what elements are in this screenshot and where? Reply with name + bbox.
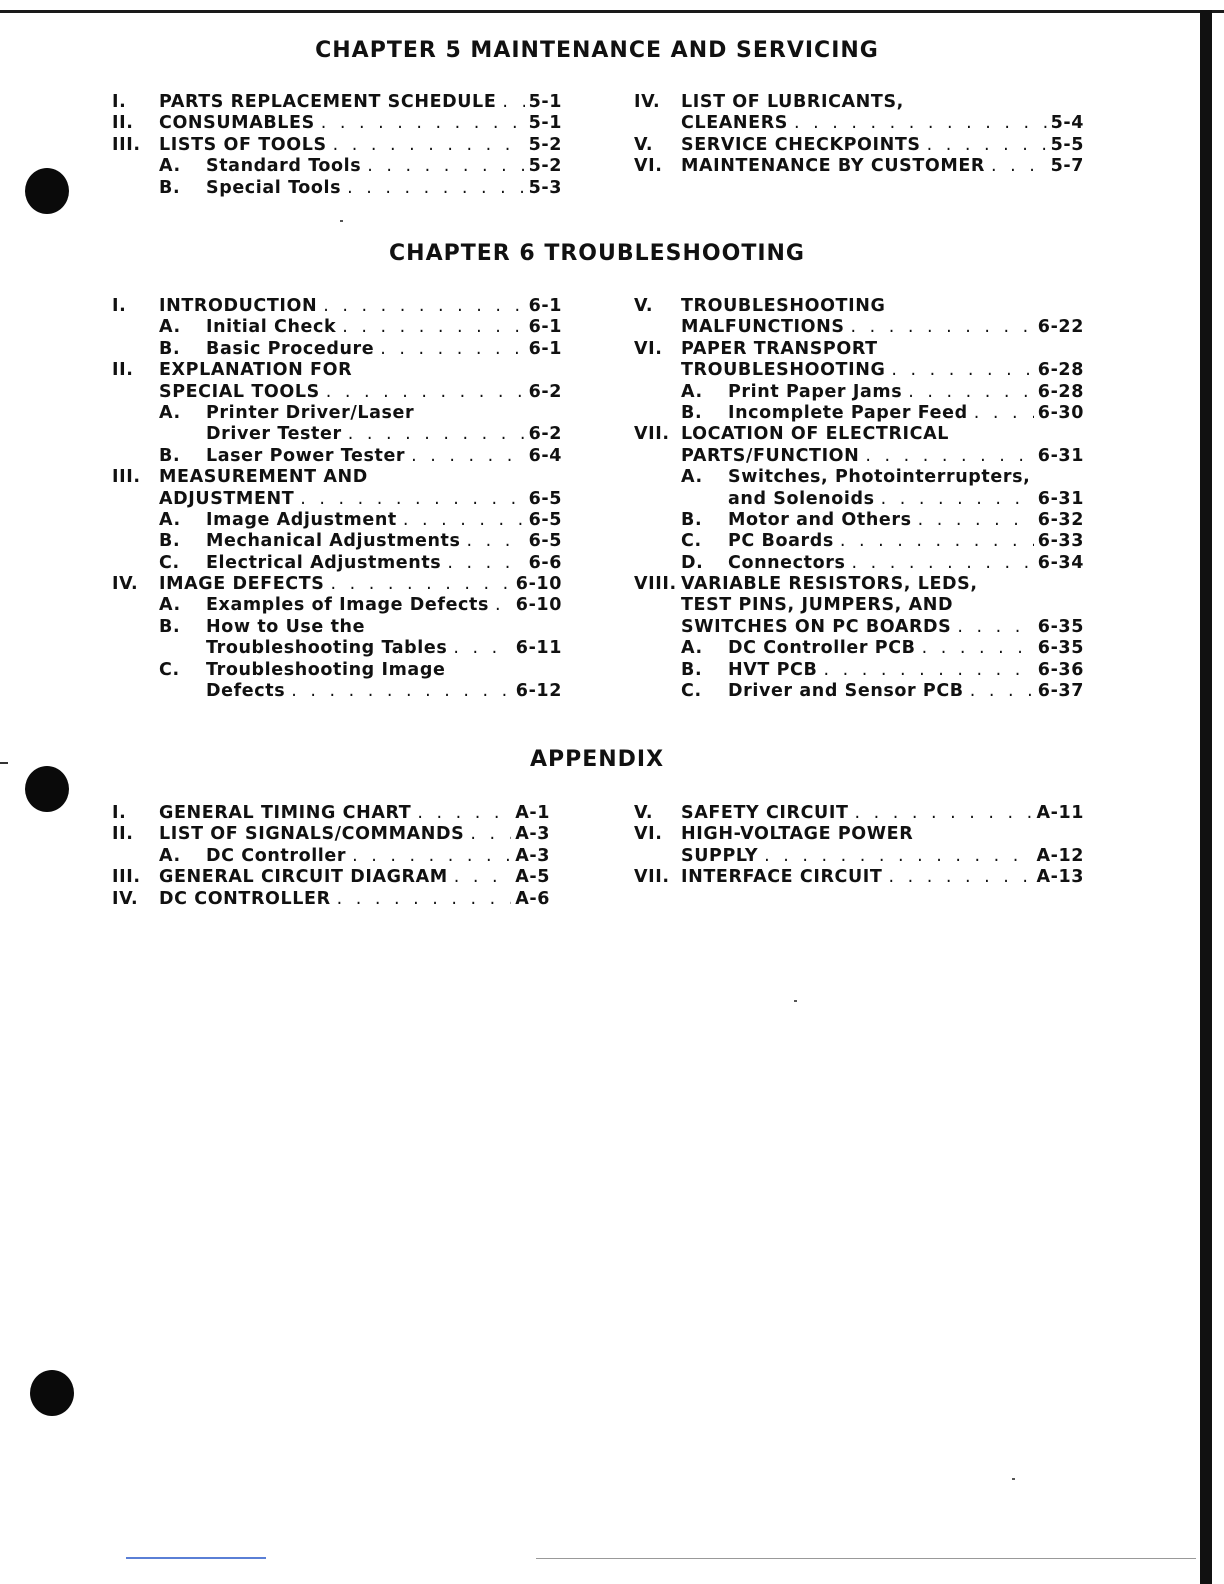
toc-entry-page: A-5	[515, 867, 550, 888]
toc-entry-continuation[interactable]	[634, 595, 1084, 616]
toc-entry-page: 5-1	[528, 113, 562, 134]
scan-right-edge	[1200, 10, 1212, 1584]
toc-entry-title: HVT PCB	[728, 659, 818, 680]
toc-entry[interactable]	[634, 803, 1084, 824]
leader-dots	[374, 339, 524, 360]
toc-entry-continuation[interactable]	[634, 360, 1084, 381]
toc-subentry[interactable]	[112, 617, 562, 638]
toc-entry-title: PC Boards	[728, 531, 834, 552]
leader-dots	[447, 638, 511, 659]
leader-dots	[341, 178, 524, 199]
toc-entry-title: CLEANERS	[681, 113, 788, 134]
toc-subentry-continuation[interactable]	[112, 681, 562, 702]
leader-dots	[346, 846, 511, 867]
toc-entry-number: IV.	[112, 888, 139, 909]
leader-dots	[817, 660, 1033, 681]
toc-entry-number: VII.	[634, 424, 670, 445]
toc-entry-number: VI.	[634, 824, 663, 845]
toc-entry-title: Motor and Others	[728, 509, 912, 530]
toc-subentry[interactable]	[634, 510, 1084, 531]
toc-entry-title: TEST PINS, JUMPERS, AND	[681, 595, 954, 616]
leader-dots	[885, 360, 1033, 381]
toc-entry-page: 6-31	[1037, 488, 1084, 509]
toc-entry-number: VIII.	[634, 574, 677, 595]
toc-entry-letter: B.	[159, 445, 181, 466]
toc-entry-title: Troubleshooting Image	[206, 659, 446, 680]
leader-dots	[496, 92, 524, 113]
toc-subentry[interactable]	[112, 553, 562, 574]
appendix-right-column	[634, 803, 1084, 889]
toc-entry-title: Troubleshooting Tables	[206, 638, 448, 659]
toc-entry-title: PAPER TRANSPORT	[681, 338, 878, 359]
binder-hole	[25, 766, 69, 812]
leader-dots	[336, 317, 524, 338]
toc-entry-page: 6-10	[515, 595, 562, 616]
toc-entry-page: 6-5	[528, 531, 562, 552]
toc-entry-number: VI.	[634, 156, 663, 177]
toc-entry-title: Printer Driver/Laser	[206, 402, 415, 423]
toc-entry-letter: A.	[159, 156, 181, 177]
toc-entry-title: PARTS REPLACEMENT SCHEDULE	[159, 92, 497, 112]
leader-dots	[882, 867, 1032, 888]
toc-entry-title: HIGH-VOLTAGE POWER	[681, 824, 914, 845]
toc-entry-continuation[interactable]	[634, 317, 1084, 338]
toc-entry-page: 6-30	[1037, 402, 1084, 423]
toc-entry-letter: B.	[681, 509, 703, 530]
toc-subentry[interactable]	[112, 317, 562, 338]
toc-entry-title: Defects	[206, 681, 286, 702]
toc-subentry[interactable]	[112, 156, 562, 177]
toc-entry-title: EXPLANATION FOR	[159, 360, 353, 381]
toc-entry-number: V.	[634, 803, 654, 823]
toc-entry-continuation[interactable]	[634, 846, 1084, 867]
toc-entry-page: A-3	[515, 824, 550, 845]
leader-dots	[317, 296, 524, 317]
toc-entry-title: SAFETY CIRCUIT	[681, 803, 849, 823]
leader-dots	[788, 113, 1047, 134]
toc-entry-page: 6-1	[528, 317, 562, 338]
toc-entry[interactable]	[634, 424, 1084, 445]
toc-entry-number: VII.	[634, 867, 670, 888]
toc-entry-number: I.	[112, 92, 127, 112]
chapter5-heading: CHAPTER 5 MAINTENANCE AND SERVICING	[315, 38, 879, 63]
leader-dots	[411, 803, 511, 824]
leader-dots	[285, 681, 512, 702]
toc-entry-number: IV.	[112, 574, 139, 595]
toc-entry-number: VI.	[634, 338, 663, 359]
toc-entry-continuation[interactable]	[112, 489, 562, 510]
toc-subentry[interactable]	[112, 531, 562, 552]
chapter6-right-column	[634, 296, 1084, 702]
toc-entry-letter: D.	[681, 552, 704, 573]
leader-dots	[834, 531, 1034, 552]
appendix-left-column	[112, 803, 550, 910]
scan-speck	[794, 1000, 797, 1002]
toc-entry[interactable]	[634, 156, 1084, 177]
toc-subentry[interactable]	[634, 467, 1084, 488]
toc-entry-page: 6-34	[1037, 552, 1084, 573]
toc-subentry[interactable]	[112, 403, 562, 424]
toc-entry-letter: A.	[681, 638, 703, 659]
toc-entry-title: Mechanical Adjustments	[206, 531, 461, 552]
toc-entry-letter: A.	[159, 845, 181, 866]
toc-subentry[interactable]	[634, 638, 1084, 659]
toc-entry-title: MAINTENANCE BY CUSTOMER	[681, 156, 985, 177]
toc-entry-page: 5-7	[1050, 156, 1084, 177]
toc-entry-letter: C.	[681, 681, 702, 702]
toc-entry-page: 6-10	[515, 574, 562, 595]
toc-entry-page: 6-6	[528, 552, 562, 573]
toc-entry-number: I.	[112, 803, 127, 823]
toc-entry-page: 6-28	[1037, 360, 1084, 381]
toc-entry[interactable]	[112, 824, 550, 845]
toc-entry-title: Print Paper Jams	[728, 381, 903, 402]
leader-dots	[361, 156, 524, 177]
toc-entry-page: 5-3	[528, 177, 562, 198]
toc-subentry[interactable]	[112, 446, 562, 467]
scan-speck	[340, 220, 343, 222]
toc-entry-page: A-6	[515, 888, 550, 909]
toc-entry-title: IMAGE DEFECTS	[159, 574, 325, 595]
toc-entry-page: 6-31	[1037, 445, 1084, 466]
toc-entry-title: Special Tools	[206, 177, 342, 198]
leader-dots	[849, 803, 1033, 824]
toc-entry-letter: A.	[681, 467, 703, 488]
toc-entry[interactable]	[112, 113, 562, 134]
scan-mark	[126, 1557, 266, 1559]
toc-entry-page: 6-1	[528, 296, 562, 316]
toc-entry-letter: B.	[681, 402, 703, 423]
toc-entry-title: Laser Power Tester	[206, 445, 406, 466]
toc-entry-title: Incomplete Paper Feed	[728, 402, 968, 423]
toc-entry-letter: B.	[159, 616, 181, 637]
toc-entry-title: DC Controller	[206, 845, 347, 866]
toc-entry-page: A-12	[1036, 845, 1084, 866]
toc-entry-number: III.	[112, 467, 141, 488]
toc-entry[interactable]	[112, 92, 562, 113]
toc-entry-title: Image Adjustment	[206, 509, 397, 530]
toc-entry-title: VARIABLE RESISTORS, LEDS,	[681, 574, 978, 595]
toc-entry-title: TROUBLESHOOTING	[681, 360, 886, 381]
toc-entry-number: IV.	[634, 92, 661, 112]
toc-entry-title: Electrical Adjustments	[206, 552, 442, 573]
toc-entry-title: LISTS OF TOOLS	[159, 134, 327, 155]
toc-entry-title: Examples of Image Defects	[206, 595, 489, 616]
leader-dots	[464, 824, 511, 845]
leader-dots	[951, 617, 1033, 638]
toc-entry-title: SPECIAL TOOLS	[159, 381, 320, 402]
scan-top-edge	[0, 10, 1224, 13]
toc-entry[interactable]	[112, 574, 562, 595]
toc-subentry[interactable]	[634, 403, 1084, 424]
toc-entry-title: SUPPLY	[681, 845, 759, 866]
toc-entry-title: MEASUREMENT AND	[159, 467, 368, 488]
toc-entry-title: Driver and Sensor PCB	[728, 681, 964, 702]
toc-entry-continuation[interactable]	[634, 113, 1084, 134]
toc-entry-page: 6-5	[528, 488, 562, 509]
leader-dots	[859, 446, 1033, 467]
leader-dots	[441, 553, 524, 574]
chapter5-right-column	[634, 92, 1084, 178]
toc-entry-title: DC CONTROLLER	[159, 888, 331, 909]
toc-entry-page: 6-28	[1037, 381, 1084, 402]
toc-entry-continuation[interactable]	[634, 617, 1084, 638]
leader-dots	[758, 846, 1032, 867]
toc-entry-number: II.	[112, 824, 134, 845]
toc-subentry[interactable]	[112, 510, 562, 531]
toc-entry-page: 6-22	[1037, 317, 1084, 338]
leader-dots	[294, 489, 524, 510]
toc-entry-page: 5-5	[1050, 134, 1084, 155]
toc-entry-letter: A.	[681, 381, 703, 402]
scan-mark	[536, 1558, 1196, 1559]
toc-entry-title: SWITCHES ON PC BOARDS	[681, 616, 952, 637]
leader-dots	[968, 403, 1034, 424]
toc-subentry[interactable]	[634, 553, 1084, 574]
toc-subentry[interactable]	[112, 178, 562, 199]
toc-entry-title: Driver Tester	[206, 424, 342, 445]
toc-entry-page: 6-36	[1037, 659, 1084, 680]
toc-entry-letter: B.	[159, 531, 181, 552]
toc-entry-title: INTRODUCTION	[159, 296, 318, 316]
leader-dots	[405, 446, 524, 467]
leader-dots	[489, 595, 512, 616]
toc-entry-number: II.	[112, 113, 134, 134]
leader-dots	[964, 681, 1034, 702]
toc-entry-letter: B.	[159, 177, 181, 198]
toc-entry-letter: C.	[159, 552, 180, 573]
leader-dots	[845, 317, 1034, 338]
toc-entry-title: LIST OF SIGNALS/COMMANDS	[159, 824, 465, 845]
toc-entry-title: MALFUNCTIONS	[681, 317, 845, 338]
toc-entry[interactable]	[634, 135, 1084, 156]
toc-entry-title: DC Controller PCB	[728, 638, 916, 659]
toc-entry[interactable]	[112, 360, 562, 381]
leader-dots	[912, 510, 1034, 531]
toc-entry[interactable]	[112, 803, 550, 824]
toc-entry-number: II.	[112, 360, 134, 381]
toc-entry[interactable]	[112, 467, 562, 488]
toc-entry[interactable]	[634, 867, 1084, 888]
toc-entry-page: 5-1	[528, 92, 562, 112]
toc-entry[interactable]	[634, 339, 1084, 360]
chapter6-left-column	[112, 296, 562, 702]
chapter5-left-column	[112, 92, 562, 199]
toc-entry-title: Initial Check	[206, 317, 337, 338]
toc-entry-title: and Solenoids	[728, 488, 875, 509]
toc-entry-page: 5-2	[528, 156, 562, 177]
toc-entry-title: ADJUSTMENT	[159, 488, 295, 509]
toc-entry-page: 6-4	[528, 445, 562, 466]
toc-entry-letter: B.	[681, 659, 703, 680]
binder-hole	[25, 168, 69, 214]
toc-entry-page: 6-32	[1037, 509, 1084, 530]
toc-entry-page: 6-35	[1037, 638, 1084, 659]
toc-entry[interactable]	[112, 889, 550, 910]
toc-entry-continuation[interactable]	[634, 446, 1084, 467]
toc-subentry[interactable]	[112, 846, 550, 867]
toc-subentry[interactable]	[112, 660, 562, 681]
toc-entry-letter: A.	[159, 595, 181, 616]
toc-entry-title: Standard Tools	[206, 156, 362, 177]
leader-dots	[845, 553, 1033, 574]
leader-dots	[461, 531, 525, 552]
leader-dots	[342, 424, 525, 445]
toc-entry-page: 6-12	[515, 681, 562, 702]
leader-dots	[916, 638, 1034, 659]
toc-entry-title: Switches, Photointerrupters,	[728, 467, 1031, 488]
leader-dots	[327, 135, 525, 156]
toc-entry-page: 6-1	[528, 338, 562, 359]
toc-entry-number: III.	[112, 134, 141, 155]
toc-entry[interactable]	[634, 92, 1084, 113]
toc-subentry[interactable]	[634, 660, 1084, 681]
leader-dots	[397, 510, 525, 531]
toc-subentry-continuation[interactable]	[634, 489, 1084, 510]
toc-entry-letter: C.	[159, 659, 180, 680]
toc-entry-letter: A.	[159, 317, 181, 338]
toc-entry-number: III.	[112, 867, 141, 888]
toc-entry[interactable]	[112, 135, 562, 156]
leader-dots	[324, 574, 511, 595]
toc-entry-title: How to Use the	[206, 616, 366, 637]
toc-entry-page: 6-37	[1037, 681, 1084, 702]
binder-hole	[30, 1370, 74, 1416]
toc-entry-page: 6-2	[528, 424, 562, 445]
toc-entry-letter: A.	[159, 402, 181, 423]
toc-entry-page: 6-33	[1037, 531, 1084, 552]
toc-entry-title: GENERAL TIMING CHART	[159, 803, 412, 823]
toc-subentry[interactable]	[112, 339, 562, 360]
toc-entry-title: Basic Procedure	[206, 338, 375, 359]
toc-subentry[interactable]	[112, 595, 562, 616]
toc-entry[interactable]	[634, 296, 1084, 317]
leader-dots	[331, 889, 512, 910]
toc-entry-title: LIST OF LUBRICANTS,	[681, 92, 904, 112]
toc-entry-page: 6-2	[528, 381, 562, 402]
toc-subentry[interactable]	[634, 681, 1084, 702]
leader-dots	[320, 382, 525, 403]
toc-entry-letter: A.	[159, 509, 181, 530]
toc-entry-page: 6-5	[528, 509, 562, 530]
toc-entry-page: 5-2	[528, 134, 562, 155]
toc-entry-page: A-11	[1036, 803, 1084, 823]
toc-entry-page: 6-35	[1037, 616, 1084, 637]
appendix-heading: APPENDIX	[529, 747, 665, 772]
toc-entry-letter: C.	[681, 531, 702, 552]
toc-entry[interactable]	[112, 296, 562, 317]
leader-dots	[875, 489, 1034, 510]
toc-entry-title: SERVICE CHECKPOINTS	[681, 134, 921, 155]
toc-entry-letter: B.	[159, 338, 181, 359]
toc-entry-title: Connectors	[728, 552, 846, 573]
leader-dots	[315, 113, 525, 134]
toc-entry[interactable]	[634, 824, 1084, 845]
leader-dots	[921, 135, 1047, 156]
toc-entry-page: 6-11	[515, 638, 562, 659]
toc-entry-title: CONSUMABLES	[159, 113, 315, 134]
toc-entry-page: 5-4	[1050, 113, 1084, 134]
toc-subentry-continuation[interactable]	[112, 638, 562, 659]
toc-entry-number: I.	[112, 296, 127, 316]
toc-entry-page: A-3	[515, 845, 550, 866]
toc-entry-page: A-13	[1036, 867, 1084, 888]
toc-entry-title: TROUBLESHOOTING	[681, 296, 886, 316]
toc-entry-title: LOCATION OF ELECTRICAL	[681, 424, 949, 445]
toc-entry-title: PARTS/FUNCTION	[681, 445, 860, 466]
toc-entry[interactable]	[634, 574, 1084, 595]
toc-entry-number: V.	[634, 134, 654, 155]
chapter6-heading: CHAPTER 6 TROUBLESHOOTING	[389, 241, 805, 266]
toc-subentry[interactable]	[634, 531, 1084, 552]
scan-speck	[1012, 1478, 1015, 1480]
toc-subentry-continuation[interactable]	[112, 424, 562, 445]
toc-entry-number: V.	[634, 296, 654, 316]
toc-subentry[interactable]	[634, 382, 1084, 403]
leader-dots	[902, 382, 1034, 403]
toc-entry[interactable]	[112, 867, 550, 888]
toc-entry-continuation[interactable]	[112, 382, 562, 403]
leader-dots	[448, 867, 511, 888]
toc-entry-page: A-1	[515, 803, 550, 823]
leader-dots	[985, 156, 1047, 177]
toc-entry-title: INTERFACE CIRCUIT	[681, 867, 883, 888]
toc-entry-title: GENERAL CIRCUIT DIAGRAM	[159, 867, 448, 888]
